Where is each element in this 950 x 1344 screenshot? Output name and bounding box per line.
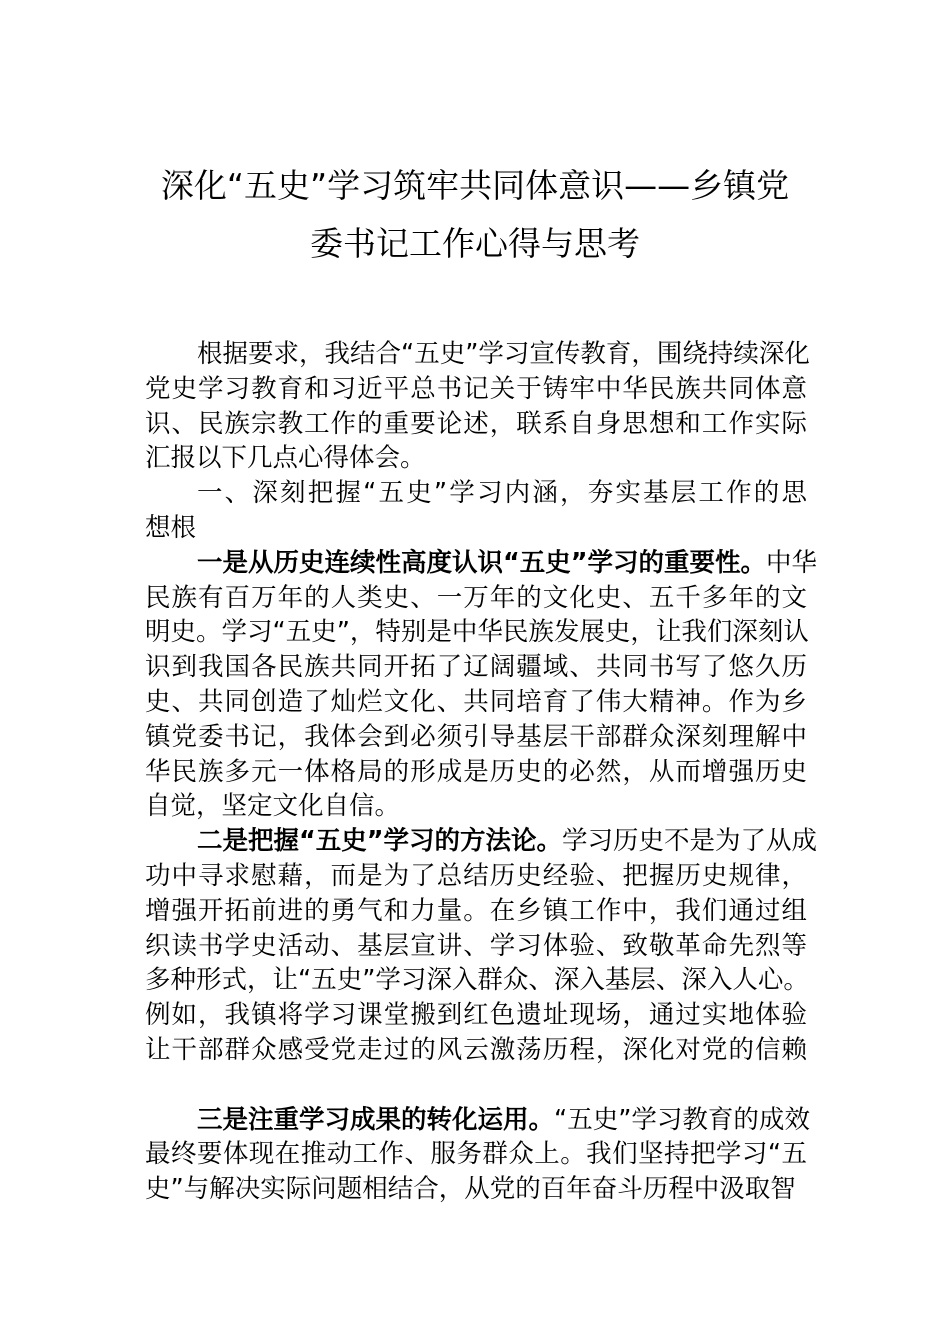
line-text: 织读书学史活动、基层宣讲、学习体验、致敬革命先烈等 bbox=[145, 930, 807, 961]
line-text: 让干部群众感受党走过的风云激荡历程，深化对党的信赖 bbox=[145, 1034, 807, 1065]
text-line bbox=[145, 998, 807, 1033]
line-text: 自觉，坚定文化自信。 bbox=[145, 791, 401, 822]
paragraph bbox=[145, 824, 818, 1068]
line-text: 想根 bbox=[145, 512, 197, 543]
bold-lead: 二是把握“五史”学习的方法论。 bbox=[197, 826, 563, 857]
line-text: 多种形式，让“五史”学习深入群众、深入基层、深入人心。 bbox=[145, 965, 809, 996]
line-text: 民族有百万年的人类史、一万年的文化史、五千多年的文 bbox=[145, 582, 807, 613]
text-line bbox=[145, 824, 818, 859]
document-body bbox=[145, 337, 818, 1207]
line-text: 例如，我镇将学习课堂搬到红色遗址现场，通过实地体验 bbox=[145, 1000, 807, 1031]
line-text: 识、民族宗教工作的重要论述，联系自身思想和工作实际 bbox=[145, 408, 807, 439]
paragraph bbox=[145, 546, 818, 824]
text-line bbox=[145, 755, 807, 790]
bold-lead: 三是注重学习成果的转化运用。 bbox=[197, 1104, 555, 1135]
line-text: 增强开拓前进的勇气和力量。在乡镇工作中，我们通过组 bbox=[145, 895, 807, 926]
document-title-line-2: 委书记工作心得与思考 bbox=[310, 224, 640, 263]
line-text: 识到我国各民族共同开拓了辽阔疆域、共同书写了悠久历 bbox=[145, 652, 807, 683]
line-text: 明史。学习“五史”，特别是中华民族发展史，让我们深刻认 bbox=[145, 617, 809, 648]
text-line bbox=[145, 372, 807, 407]
paragraph bbox=[145, 337, 810, 476]
text-line bbox=[145, 685, 807, 720]
line-text: 镇党委书记，我体会到必须引导基层干部群众深刻理解中 bbox=[145, 721, 807, 752]
text-line bbox=[145, 963, 807, 998]
blank-line bbox=[145, 1068, 807, 1103]
text-line bbox=[145, 1103, 810, 1138]
text-line bbox=[145, 1172, 807, 1207]
text-line bbox=[145, 1033, 807, 1068]
text-line bbox=[145, 859, 807, 894]
line-text: 一、深刻把握“五史”学习内涵，夯实基层工作的思 bbox=[197, 478, 807, 509]
line-text: 学习历史不是为了从成 bbox=[562, 826, 818, 857]
text-line bbox=[145, 720, 807, 755]
text-line bbox=[145, 337, 810, 372]
line-text: 根据要求，我结合“五史”学习宣传教育，围绕持续深化 bbox=[197, 339, 810, 369]
text-line bbox=[145, 894, 807, 929]
text-line bbox=[145, 511, 807, 546]
text-line bbox=[145, 1137, 807, 1172]
text-line bbox=[145, 615, 807, 650]
line-text: 华民族多元一体格局的形成是历史的必然，从而增强历史 bbox=[145, 756, 807, 787]
line-text: 史”与解决实际问题相结合，从党的百年奋斗历程中汲取智 bbox=[145, 1174, 796, 1205]
text-line bbox=[145, 789, 807, 824]
paragraph bbox=[145, 476, 807, 546]
text-line bbox=[145, 929, 807, 964]
text-line bbox=[145, 441, 807, 476]
text-line bbox=[145, 546, 818, 581]
line-text: “五史”学习教育的成效 bbox=[554, 1104, 810, 1135]
line-text: 党史学习教育和习近平总书记关于铸牢中华民族共同体意 bbox=[145, 373, 807, 404]
text-line bbox=[145, 407, 807, 442]
text-line bbox=[145, 650, 807, 685]
line-text: 史、共同创造了灿烂文化、共同培育了伟大精神。作为乡 bbox=[145, 686, 807, 717]
text-line bbox=[145, 581, 807, 616]
text-line bbox=[145, 476, 807, 511]
document-title-line-1: 深化“五史”学习筑牢共同体意识——乡镇党 bbox=[160, 166, 790, 205]
bold-lead: 一是从历史连续性高度认识“五史”学习的重要性。 bbox=[197, 547, 767, 578]
line-text: 功中寻求慰藉，而是为了总结历史经验、把握历史规律， bbox=[145, 860, 807, 891]
line-text: 最终要体现在推动工作、服务群众上。我们坚持把学习“五 bbox=[145, 1139, 807, 1170]
line-text: 中华 bbox=[766, 547, 818, 578]
line-text: 汇报以下几点心得体会。 bbox=[145, 443, 426, 474]
paragraph bbox=[145, 1103, 810, 1207]
